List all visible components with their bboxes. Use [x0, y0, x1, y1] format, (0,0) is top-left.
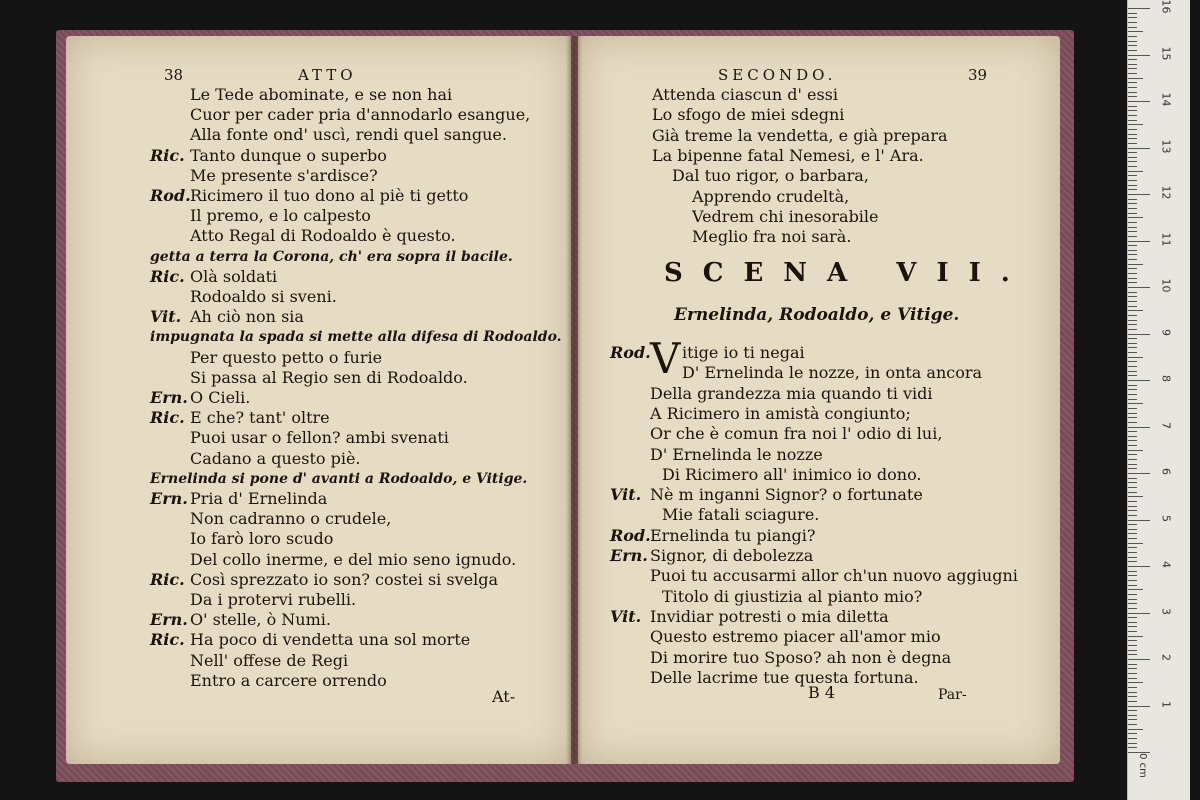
verse-line: Entro a carcere orrendo: [190, 670, 387, 690]
ruler-tick: [1128, 254, 1137, 255]
ruler-tick: [1128, 664, 1137, 665]
ruler-tick: [1128, 561, 1137, 562]
ruler-tick: [1128, 613, 1150, 614]
ruler-tick: [1128, 315, 1137, 316]
ruler-tick: [1128, 213, 1137, 214]
ruler-tick: [1128, 357, 1143, 358]
verse-line: Cadano a questo piè.: [190, 448, 361, 468]
verse-line: Vedrem chi inesorabile: [692, 206, 879, 226]
ruler-tick: [1128, 241, 1150, 242]
ruler-tick: [1128, 431, 1137, 432]
verse-line: Tanto dunque o superbo: [190, 145, 387, 165]
ruler-tick: [1128, 738, 1137, 739]
ruler-tick: [1128, 371, 1137, 372]
left-page-number: 38: [164, 66, 184, 84]
ruler-tick: [1128, 292, 1137, 293]
ruler-tick: [1128, 547, 1137, 548]
ruler-number: 13: [1159, 139, 1173, 153]
ruler-tick: [1128, 389, 1137, 390]
ruler-tick: [1128, 626, 1137, 627]
ruler-tick: [1128, 468, 1137, 469]
ruler-tick: [1128, 487, 1137, 488]
verse-line: D' Ernelinda le nozze, in onta ancora: [682, 363, 983, 383]
ruler-tick: [1128, 575, 1137, 576]
ruler-tick: [1128, 64, 1137, 65]
ruler-tick: [1128, 538, 1137, 539]
ruler-tick: [1128, 324, 1137, 325]
ruler-tick: [1128, 217, 1143, 218]
ruler-tick: [1128, 701, 1137, 702]
ruler-tick: [1128, 659, 1150, 660]
ruler-tick: [1128, 8, 1150, 9]
stage-direction: impugnata la spada si mette alla difesa di Rodoaldo.: [150, 329, 562, 346]
ruler-tick: [1128, 334, 1150, 335]
verse-line: Io farò loro scudo: [190, 529, 334, 549]
ruler-tick: [1128, 92, 1137, 93]
ruler-tick: [1128, 87, 1137, 88]
ruler-tick: [1128, 152, 1137, 153]
verse-line: D' Ernelinda le nozze: [650, 444, 823, 464]
ruler-tick: [1128, 427, 1150, 428]
ruler-tick: [1128, 13, 1137, 14]
ruler-tick: [1128, 464, 1137, 465]
ruler-tick: [1128, 440, 1137, 441]
verse-line: Delle lacrime tue questa fortuna.: [650, 667, 919, 687]
verse-line: Titolo di giustizia al pianto mio?: [662, 586, 923, 606]
speaker-label: Ern.: [610, 546, 648, 565]
ruler-tick: [1128, 134, 1137, 135]
speaker-label: Ern.: [150, 388, 188, 407]
ruler-tick: [1128, 385, 1137, 386]
verse-line: Attenda ciascun d' essi: [652, 85, 838, 104]
ruler-tick: [1128, 361, 1137, 362]
verse-line: E che? tant' oltre: [190, 408, 330, 428]
ruler-tick: [1128, 166, 1137, 167]
verse-line: Apprendo crudeltà,: [692, 186, 850, 206]
ruler-tick: [1128, 482, 1137, 483]
ruler-tick: [1128, 222, 1137, 223]
ruler-tick: [1128, 436, 1137, 437]
ruler-number: 2: [1159, 654, 1173, 661]
ruler-tick: [1128, 73, 1137, 74]
verse-line: Di morire tuo Sposo? ah non è degna: [650, 647, 952, 667]
ruler-tick: [1128, 231, 1137, 232]
ruler-number: 9: [1159, 328, 1173, 336]
ruler-tick: [1128, 175, 1137, 176]
ruler-tick: [1128, 106, 1137, 107]
verse-line: Me presente s'ardisce?: [190, 165, 378, 185]
ruler-tick: [1128, 380, 1150, 381]
ruler-tick: [1128, 543, 1143, 544]
ruler-tick: [1128, 27, 1137, 28]
ruler-tick: [1128, 506, 1137, 507]
ruler-tick: [1128, 594, 1137, 595]
ruler-tick: [1128, 287, 1150, 288]
verse-line: Pria d' Ernelinda: [190, 489, 328, 508]
ruler-tick: [1128, 673, 1137, 674]
ruler-tick: [1128, 413, 1137, 414]
ruler-tick: [1128, 496, 1143, 497]
ruler-tick: [1128, 189, 1137, 190]
ruler-tick: [1128, 55, 1150, 56]
verse-line: itige io ti negai: [682, 343, 805, 362]
verse-line: Il premo, e lo calpesto: [190, 206, 371, 226]
ruler-tick: [1128, 203, 1137, 204]
speaker-label: Ric.: [150, 630, 185, 650]
scene-characters: Ernelinda, Rodoaldo, e Vitige.: [674, 305, 960, 325]
ruler-tick: [1128, 161, 1137, 162]
verse-line: Olà soldati: [190, 266, 278, 286]
verse-line: Per questo petto o furie: [190, 347, 383, 367]
ruler-tick: [1128, 236, 1137, 237]
verse-line: Ha poco di vendetta una sol morte: [190, 630, 471, 650]
signature-mark: B 4: [808, 683, 836, 702]
ruler-tick: [1128, 180, 1137, 181]
ruler-number: 16: [1159, 0, 1173, 14]
ruler-tick: [1128, 719, 1137, 720]
verse-line: Puoi tu accusarmi allor ch'un nuovo aggiugni: [650, 566, 1018, 586]
ruler-tick: [1128, 227, 1137, 228]
ruler-tick: [1128, 520, 1150, 521]
ruler-tick: [1128, 264, 1143, 265]
ruler-tick: [1128, 157, 1137, 158]
right-page-number: 39: [968, 66, 988, 84]
ruler-tick: [1128, 143, 1137, 144]
ruler-tick: [1128, 310, 1143, 311]
ruler-tick: [1128, 585, 1137, 586]
drop-cap: V: [650, 334, 681, 383]
ruler-tick: [1128, 120, 1137, 121]
verse-line: Meglio fra noi sarà.: [692, 227, 852, 247]
ruler-tick: [1128, 636, 1143, 637]
measuring-ruler: [1127, 0, 1190, 800]
ruler-tick: [1128, 682, 1143, 683]
ruler-tick: [1128, 417, 1137, 418]
ruler-tick: [1128, 110, 1137, 111]
ruler-tick: [1128, 501, 1137, 502]
ruler-tick: [1128, 296, 1137, 297]
ruler-tick: [1128, 687, 1137, 688]
ruler-tick: [1128, 459, 1137, 460]
ruler-unit-label: 0 cm: [1136, 753, 1148, 778]
verse-line: Nell' offese de Regi: [190, 650, 349, 670]
ruler-tick: [1128, 366, 1137, 367]
ruler-tick: [1128, 96, 1137, 97]
ruler-tick: [1128, 50, 1137, 51]
ruler-tick: [1128, 743, 1137, 744]
verse-line: Puoi usar o fellon? ambi svenati: [190, 428, 449, 448]
stage-direction: getta a terra la Corona, ch' era sopra il bacile.: [150, 248, 513, 265]
ruler-tick: [1128, 31, 1143, 32]
ruler-number: 1: [1159, 700, 1173, 708]
ruler-tick: [1128, 478, 1137, 479]
ruler-tick: [1128, 138, 1137, 139]
ruler-tick: [1128, 510, 1137, 511]
book-gutter: [566, 36, 582, 764]
verse-line: Or che è comun fra noi l' odio di lui,: [650, 424, 943, 444]
ruler-tick: [1128, 347, 1137, 348]
verse-line: O' stelle, ò Numi.: [190, 610, 331, 630]
ruler-tick: [1128, 622, 1137, 623]
ruler-tick: [1128, 115, 1137, 116]
ruler-tick: [1128, 571, 1137, 572]
speaker-label: Rod.: [610, 525, 651, 545]
verse-line: Dal tuo rigor, o barbara,: [672, 166, 869, 186]
verse-line: Ernelinda tu piangi?: [650, 525, 816, 545]
speaker-label: Vit.: [610, 606, 642, 626]
ruler-tick: [1128, 599, 1137, 600]
ruler-tick: [1128, 124, 1143, 125]
ruler-tick: [1128, 338, 1137, 339]
verse-line: Ricimero il tuo dono al piè ti getto: [190, 186, 469, 205]
ruler-tick: [1128, 589, 1143, 590]
right-catchword: Par-: [938, 687, 967, 703]
ruler-number: 6: [1159, 468, 1173, 475]
ruler-tick: [1128, 617, 1137, 618]
speaker-label: Ric.: [150, 569, 185, 589]
ruler-tick: [1128, 394, 1137, 395]
verse-line: Mie fatali sciagure.: [662, 505, 820, 525]
ruler-tick: [1128, 747, 1137, 748]
right-page: [578, 36, 1060, 764]
ruler-tick: [1128, 245, 1137, 246]
ruler-tick: [1128, 580, 1137, 581]
ruler-tick: [1128, 422, 1137, 423]
ruler-number: 14: [1159, 92, 1173, 107]
ruler-tick: [1128, 171, 1143, 172]
ruler-tick: [1128, 352, 1137, 353]
ruler-tick: [1128, 185, 1137, 186]
ruler-tick: [1128, 250, 1137, 251]
verse-line: Alla fonte ond' uscì, rendi quel sangue.: [190, 125, 507, 145]
left-page: [66, 36, 571, 764]
ruler-tick: [1128, 41, 1137, 42]
verse-line: Non cadranno o crudele,: [190, 509, 392, 529]
stage-direction: Ernelinda si pone d' avanti a Rodoaldo, e Vitige.: [150, 470, 528, 487]
verse-line: Questo estremo piacer all'amor mio: [650, 627, 941, 647]
verse-line: Del collo inerme, e del mio seno ignudo.: [190, 549, 517, 569]
ruler-tick: [1128, 278, 1137, 279]
speaker-label: Rod.: [610, 343, 651, 362]
verse-line: Da i protervi rubelli.: [190, 590, 357, 609]
ruler-tick: [1128, 733, 1137, 734]
ruler-number: 3: [1159, 607, 1173, 615]
ruler-tick: [1128, 273, 1137, 274]
ruler-tick: [1128, 282, 1137, 283]
ruler-tick: [1128, 22, 1137, 23]
verse-line: Già treme la vendetta, e già prepara: [652, 125, 948, 145]
ruler-tick: [1128, 101, 1150, 102]
ruler-tick: [1128, 320, 1137, 321]
verse-line: Nè m inganni Signor? o fortunate: [650, 485, 923, 505]
ruler-tick: [1128, 375, 1137, 376]
speaker-label: Vit.: [150, 307, 182, 327]
ruler-tick: [1128, 515, 1137, 516]
ruler-number: 7: [1159, 421, 1173, 429]
verse-line: Rodoaldo si sveni.: [190, 287, 337, 306]
ruler-tick: [1128, 566, 1150, 567]
ruler-tick: [1128, 82, 1137, 83]
verse-line: Di Ricimero all' inimico io dono.: [662, 464, 922, 484]
left-running-head: ATTO: [298, 66, 357, 84]
ruler-tick: [1128, 724, 1137, 725]
ruler-tick: [1128, 706, 1150, 707]
ruler-tick: [1128, 268, 1137, 269]
ruler-number: 4: [1159, 561, 1173, 568]
speaker-label: Ric.: [150, 145, 185, 165]
speaker-label: Ern.: [150, 489, 188, 508]
ruler-tick: [1128, 650, 1137, 651]
ruler-tick: [1128, 692, 1137, 693]
ruler-tick: [1128, 524, 1137, 525]
ruler-tick: [1128, 492, 1137, 493]
verse-line: O Cieli.: [190, 388, 251, 407]
verse-line: Ah ciò non sia: [190, 307, 304, 327]
ruler-tick: [1128, 533, 1137, 534]
ruler-number: 15: [1159, 46, 1173, 60]
ruler-number: 12: [1159, 185, 1173, 200]
verse-line: Cuor per cader pria d'annodarlo esangue,: [190, 105, 531, 125]
ruler-tick: [1128, 68, 1137, 69]
verse-line: Le Tede abominate, e se non hai: [190, 85, 453, 104]
ruler-tick: [1128, 208, 1137, 209]
verse-line: Si passa al Regio sen di Rodoaldo.: [190, 367, 468, 387]
speaker-label: Vit.: [610, 485, 642, 505]
verse-line: Lo sfogo de miei sdegni: [652, 105, 845, 125]
ruler-tick: [1128, 696, 1137, 697]
ruler-tick: [1128, 408, 1137, 409]
ruler-tick: [1128, 17, 1137, 18]
verse-line: Così sprezzato io son? costei si svelga: [190, 569, 498, 589]
ruler-tick: [1128, 645, 1137, 646]
speaker-label: Ric.: [150, 266, 185, 286]
ruler-tick: [1128, 631, 1137, 632]
ruler-tick: [1128, 729, 1143, 730]
ruler-tick: [1128, 640, 1137, 641]
verse-line: Signor, di debolezza: [650, 546, 814, 565]
ruler-tick: [1128, 608, 1137, 609]
ruler-tick: [1128, 557, 1137, 558]
ruler-number: 8: [1159, 375, 1173, 382]
ruler-tick: [1128, 668, 1137, 669]
left-catchword: At-: [492, 687, 516, 706]
ruler-number: 11: [1159, 232, 1173, 246]
ruler-tick: [1128, 194, 1150, 195]
ruler-tick: [1128, 306, 1137, 307]
ruler-tick: [1128, 403, 1143, 404]
ruler-number: 5: [1159, 514, 1173, 522]
ruler-tick: [1128, 715, 1137, 716]
right-running-head: SECONDO.: [718, 66, 837, 84]
ruler-tick: [1128, 399, 1137, 400]
ruler-tick: [1128, 148, 1150, 149]
ruler-tick: [1128, 603, 1137, 604]
ruler-tick: [1128, 329, 1137, 330]
ruler-tick: [1128, 259, 1137, 260]
ruler-tick: [1128, 678, 1137, 679]
ruler-tick: [1128, 654, 1137, 655]
ruler-tick: [1128, 473, 1150, 474]
ruler-tick: [1128, 445, 1137, 446]
ruler-tick: [1128, 454, 1137, 455]
ruler-tick: [1128, 199, 1137, 200]
scene-title: SCENA VII.: [664, 258, 1030, 288]
ruler-tick: [1128, 45, 1137, 46]
ruler-tick: [1128, 59, 1137, 60]
ruler-number: 10: [1159, 278, 1173, 293]
ruler-tick: [1128, 710, 1137, 711]
ruler-tick: [1128, 529, 1137, 530]
ruler-tick: [1128, 129, 1137, 130]
verse-line: Atto Regal di Rodoaldo è questo.: [190, 226, 456, 246]
verse-line: A Ricimero in amistà congiunto;: [650, 403, 911, 423]
ruler-tick: [1128, 78, 1143, 79]
speaker-label: Ern.: [150, 610, 188, 630]
verse-line: Invidiar potresti o mia diletta: [650, 606, 889, 626]
ruler-tick: [1128, 450, 1143, 451]
speaker-label: Rod.: [150, 186, 191, 205]
verse-line: Della grandezza mia quando ti vidi: [650, 383, 933, 403]
ruler-tick: [1128, 36, 1137, 37]
ruler-tick: [1128, 301, 1137, 302]
verse-line: La bipenne fatal Nemesi, e l' Ara.: [652, 145, 924, 165]
ruler-tick: [1128, 343, 1137, 344]
ruler-tick: [1128, 552, 1137, 553]
speaker-label: Ric.: [150, 408, 185, 428]
